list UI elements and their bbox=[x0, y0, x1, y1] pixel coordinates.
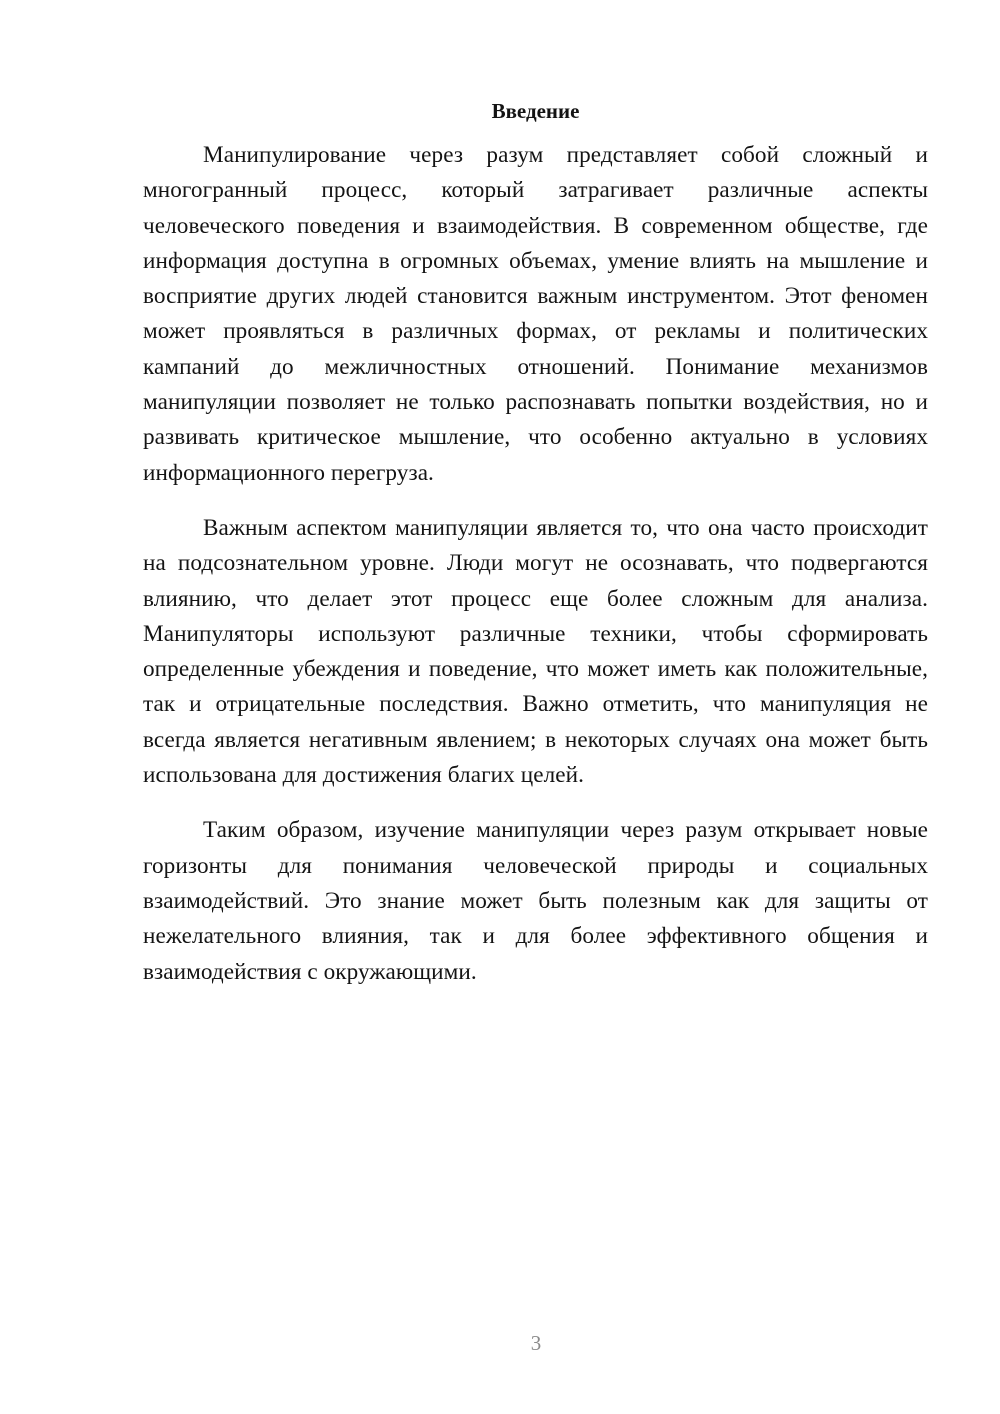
page-content bbox=[143, 96, 928, 1010]
paragraph-1: Манипулирование через разум представляет собой сложный и многогранный процесс, который затрагивает различные аспекты человеческого поведения и взаимодействия. В современном обществе, где информация доступна в огромных объемах, умение влиять на мышление и восприятие других людей становится важным инструментом. Этот феномен может проявляться в различных формах, от рекламы и политических кампаний до межличностных отношений. Понимание механизмов манипуляции позволяет не только распознавать попытки воздействия, но и развивать критическое мышление, что особенно актуально в условиях информационного перегруза. bbox=[143, 142, 928, 486]
section-title: Введение bbox=[491, 99, 580, 123]
paragraph-2: Важным аспектом манипуляции является то, что она часто происходит на подсознательном уровне. Люди могут не осознавать, что подвергаются влиянию, что делает этот процесс еще более сложным для анализа. Манипуляторы используют различные техники, чтобы сформировать определенные убеждения и поведение, что может иметь как положительные, так и отрицательные последствия. Важно отметить, что манипуляция не всегда является негативным явлением; в некоторых случаях она может быть использована для достижения благих целей. bbox=[143, 514, 928, 789]
paragraph-3: Таким образом, изучение манипуляции через разум открывает новые горизонты для понимания человеческой природы и социальных взаимодействий. Это знание может быть полезным как для защиты от нежелательного влияния, так и для более эффективного общения и взаимодействия с окружающими. bbox=[143, 817, 928, 985]
page-number: 3 bbox=[530, 1331, 542, 1355]
